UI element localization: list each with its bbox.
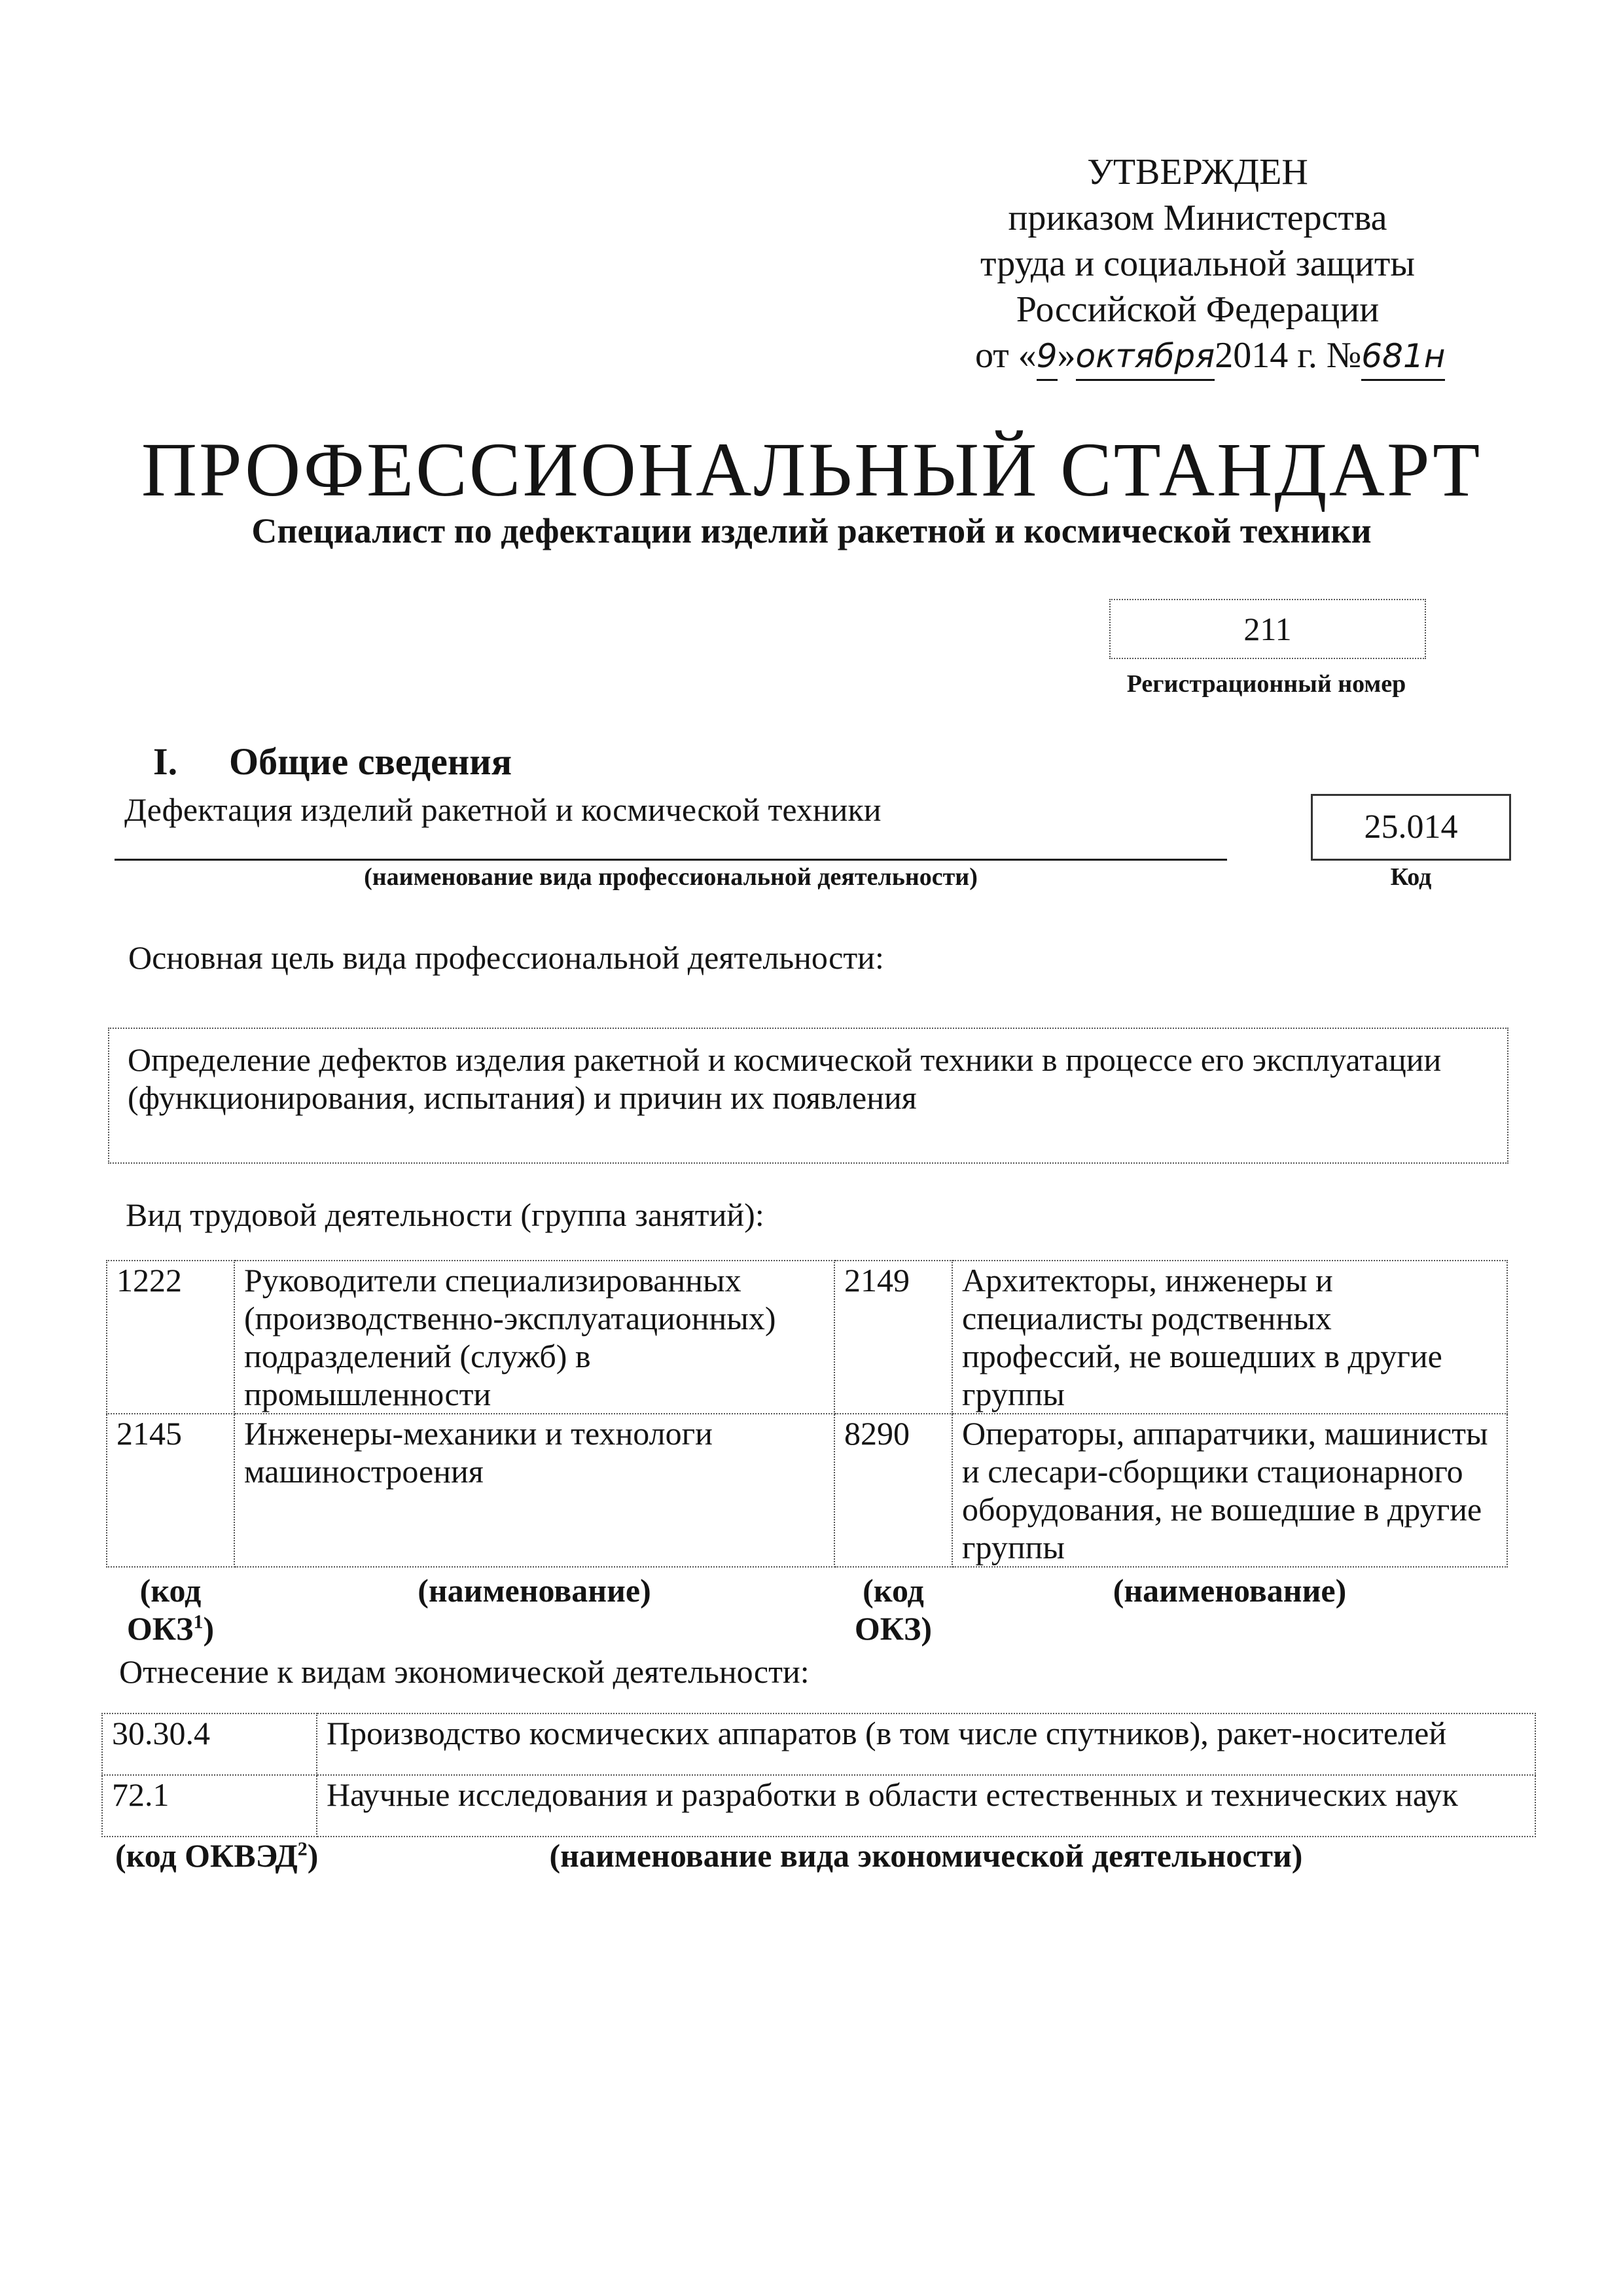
date-year: 2014 г. № bbox=[1215, 335, 1362, 376]
occupation-groups-label: Вид трудовой деятельности (группа занятий): bbox=[126, 1196, 764, 1233]
occupation-groups-table bbox=[106, 1260, 1508, 1647]
economic-activities-table bbox=[101, 1713, 1536, 1874]
okz-name-caption: (наименование) bbox=[1113, 1572, 1347, 1609]
document-title: ПРОФЕССИОНАЛЬНЫЙ СТАНДАРТ bbox=[141, 427, 1482, 512]
okved-code-cell: 72.1 bbox=[102, 1775, 317, 1837]
okved-name-caption: (наименование вида экономической деятельности) bbox=[549, 1837, 1303, 1874]
activity-underline bbox=[115, 859, 1227, 861]
approval-line-3: Российской Федерации bbox=[1016, 289, 1380, 330]
goal-box bbox=[108, 1028, 1508, 1164]
order-number-handwritten: 681н bbox=[1361, 333, 1445, 381]
okz-name-caption: (наименование) bbox=[418, 1572, 651, 1609]
activity-code-caption: Код bbox=[1390, 863, 1432, 891]
activity-name: Дефектация изделий ракетной и космической техники bbox=[124, 791, 882, 828]
date-separator: » bbox=[1057, 335, 1076, 376]
registration-number-box: 211 bbox=[1109, 599, 1426, 659]
table-row bbox=[102, 1713, 1535, 1775]
goal-label: Основная цель вида профессиональной деятельности: bbox=[128, 939, 884, 976]
table-row bbox=[102, 1775, 1535, 1837]
date-day-handwritten: 9 bbox=[1037, 333, 1058, 381]
activity-code-box: 25.014 bbox=[1311, 794, 1511, 861]
okz-code-cell: 1222 bbox=[107, 1261, 234, 1414]
okz-code-caption: (код ОКЗ) bbox=[854, 1572, 933, 1647]
approval-line-1: приказом Министерства bbox=[1008, 198, 1387, 238]
okved-name-cell: Производство космических аппаратов (в том числе спутников), ракет-носителей bbox=[317, 1713, 1535, 1775]
section-heading bbox=[153, 740, 512, 783]
okz-code-cell: 2149 bbox=[834, 1261, 952, 1414]
goal-text: Определение дефектов изделия ракетной и космической техники в процессе его эксплуатации (функционирования, испытания) и причин их появления bbox=[128, 1041, 1442, 1116]
activity-name-caption: (наименование вида профессиональной деятельности) bbox=[364, 863, 978, 891]
okz-name-cell: Руководители специализированных (производственно-эксплуатационных) подразделений (служб) в промышленности bbox=[234, 1261, 834, 1414]
okved-code-caption: (код ОКВЭД$^2$) bbox=[115, 1837, 319, 1874]
okz-code-cell: 8290 bbox=[834, 1414, 952, 1567]
okved-caption-row bbox=[102, 1837, 1535, 1870]
okz-caption-row bbox=[107, 1567, 1507, 1647]
okz-name-cell: Инженеры-механики и технологи машиностроения bbox=[234, 1414, 834, 1567]
approval-stamp: УТВЕРЖДЕН bbox=[1087, 152, 1308, 192]
date-month-handwritten: октября bbox=[1076, 333, 1215, 381]
section-title: Общие сведения bbox=[229, 740, 512, 783]
economic-activities-label: Отнесение к видам экономической деятельности: bbox=[119, 1653, 810, 1690]
section-number: I. bbox=[153, 740, 178, 783]
okved-name-cell: Научные исследования и разработки в области естественных и технических наук bbox=[317, 1775, 1535, 1837]
registration-number-label: Регистрационный номер bbox=[1126, 670, 1406, 698]
okved-code-cell: 30.30.4 bbox=[102, 1713, 317, 1775]
okz-code-caption: (код ОКЗ$^1$) bbox=[126, 1572, 215, 1647]
document-subtitle: Специалист по дефектации изделий ракетной и космической техники bbox=[251, 511, 1372, 550]
okz-code-cell: 2145 bbox=[107, 1414, 234, 1567]
approval-date-line bbox=[936, 332, 1459, 381]
table-row bbox=[107, 1414, 1507, 1567]
table-row bbox=[107, 1261, 1507, 1414]
approval-block bbox=[936, 149, 1459, 381]
okz-name-cell: Архитекторы, инженеры и специалисты родственных профессий, не вошедших в другие группы bbox=[952, 1261, 1507, 1414]
okz-name-cell: Операторы, аппаратчики, машинисты и слесари-сборщики стационарного оборудования, не вошедшие в другие группы bbox=[952, 1414, 1507, 1567]
date-prefix: от « bbox=[975, 335, 1037, 376]
approval-line-2: труда и социальной защиты bbox=[980, 243, 1415, 284]
